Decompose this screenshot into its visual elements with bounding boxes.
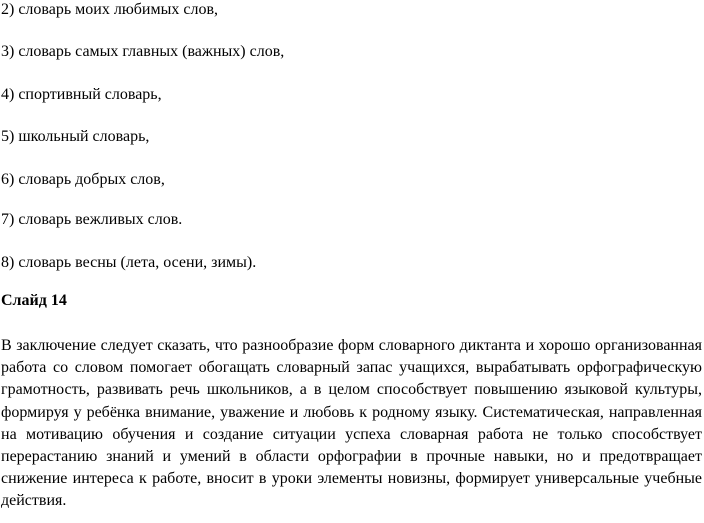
list-item: 5) школьный словарь, bbox=[1, 128, 150, 145]
list-item: 3) словарь самых главных (важных) слов, bbox=[1, 43, 285, 60]
slide-heading: Слайд 14 bbox=[1, 292, 67, 309]
list-item: 8) словарь весны (лета, осени, зимы). bbox=[1, 254, 257, 271]
list-item: 2) словарь моих любимых слов, bbox=[1, 1, 218, 18]
list-item: 4) спортивный словарь, bbox=[1, 86, 162, 103]
list-item: 7) словарь вежливых слов. bbox=[1, 211, 183, 228]
list-item: 6) словарь добрых слов, bbox=[1, 171, 165, 188]
conclusion-paragraph: В заключение следует сказать, что разнообразие форм словарного диктанта и хорошо организованная работа со словом помогает обогащать словарный запас учащихся, вырабатывать орфографическую грамотность, развивать речь школьников, а в целом способствует повышению языковой культуры, формируя у ребёнка внимание, уважение и любовь к родному языку. Систематическая, направленная на мотивацию обучения и создание ситуации успеха словарная работа не только способствует перерастанию знаний и умений в области орфографии в прочные навыки, но и предотвращает снижение интереса к работе, вносит в уроки элементы новизны, формирует универсальные учебные действия. bbox=[1, 337, 702, 510]
